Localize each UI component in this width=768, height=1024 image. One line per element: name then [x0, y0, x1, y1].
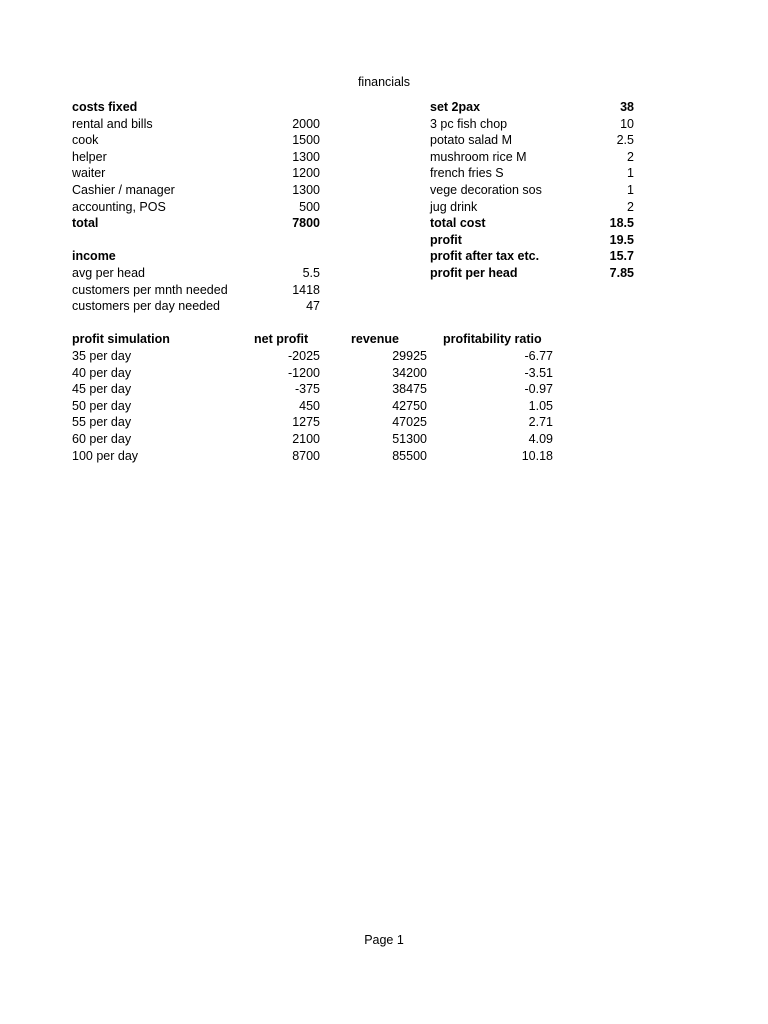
set-item-row: [0, 116, 768, 133]
set-item-label: 3 pc fish chop: [430, 116, 508, 131]
page-number: Page 1: [364, 932, 404, 947]
simulation-revenue: 85500: [392, 448, 427, 463]
simulation-header-ratio: profitability ratio: [443, 332, 542, 347]
set-header-row: [0, 99, 768, 116]
simulation-ratio: 2.71: [528, 415, 553, 430]
page-title: financials: [357, 74, 411, 89]
cost-label: waiter: [72, 166, 106, 181]
set-item-label: jug drink: [430, 199, 478, 214]
set-summary-row: [0, 265, 768, 282]
set-item-label: vege decoration sos: [430, 183, 542, 197]
set-summary-value: 7.85: [609, 266, 634, 280]
set-summary-value: 19.5: [609, 232, 634, 247]
cost-label: accounting, POS: [72, 199, 166, 214]
simulation-scenario: 40 per day: [72, 365, 132, 380]
income-value: 5.5: [302, 266, 320, 280]
set-item-value: 10: [620, 116, 634, 131]
set-item-label: french fries S: [430, 166, 504, 181]
simulation-ratio: 4.09: [528, 432, 553, 446]
set-header-value: 38: [620, 100, 634, 114]
simulation-net-profit: -2025: [288, 349, 320, 363]
income-label: avg per head: [72, 266, 145, 280]
simulation-revenue: 42750: [392, 398, 427, 413]
simulation-net-profit: 450: [299, 398, 320, 413]
set-header-label: set 2pax: [430, 100, 481, 114]
income-row: [0, 282, 768, 299]
simulation-revenue: 29925: [392, 349, 427, 363]
simulation-scenario: 100 per day: [72, 448, 139, 463]
simulation-revenue: 47025: [392, 415, 427, 430]
costs-fixed-header: costs fixed: [72, 100, 138, 114]
cost-label: helper: [72, 149, 107, 164]
simulation-header-net-profit: net profit: [254, 332, 309, 347]
simulation-ratio: -3.51: [524, 365, 553, 380]
table-row: [0, 365, 768, 382]
cost-label: Cashier / manager: [72, 183, 175, 197]
simulation-scenario: 55 per day: [72, 415, 132, 430]
cost-label: cook: [72, 133, 99, 148]
simulation-net-profit: 8700: [292, 448, 320, 463]
cost-value: 2000: [292, 116, 320, 131]
set-summary-row: [0, 248, 768, 265]
set-item-value: 2: [627, 149, 634, 164]
simulation-revenue: 34200: [392, 365, 427, 380]
income-header: income: [72, 249, 116, 264]
set-item-value: 1: [627, 166, 634, 181]
table-row: [0, 348, 768, 365]
table-row: [0, 431, 768, 448]
set-item-row: [0, 199, 768, 216]
income-value: 47: [306, 299, 320, 314]
simulation-ratio: -6.77: [524, 349, 553, 363]
set-item-row: [0, 132, 768, 149]
set-summary-row: [0, 215, 768, 232]
set-item-row: [0, 182, 768, 199]
simulation-net-profit: 2100: [292, 432, 320, 446]
set-summary-label: profit after tax etc.: [430, 249, 540, 264]
simulation-header-revenue: revenue: [351, 332, 399, 347]
simulation-revenue: 51300: [392, 432, 427, 446]
set-item-value: 1: [627, 183, 634, 197]
income-label: customers per mnth needed: [72, 282, 228, 297]
table-row: [0, 414, 768, 431]
simulation-net-profit: -1200: [288, 365, 320, 380]
cost-value: 1300: [292, 149, 320, 164]
simulation-net-profit: 1275: [292, 415, 320, 430]
table-row: [0, 381, 768, 398]
cost-total-value: 7800: [292, 216, 320, 231]
cost-label: rental and bills: [72, 116, 153, 131]
simulation-ratio: -0.97: [524, 382, 553, 397]
cost-value: 500: [299, 199, 320, 214]
simulation-scenario: 60 per day: [72, 432, 132, 446]
set-item-label: potato salad M: [430, 133, 512, 148]
income-row: [0, 298, 768, 315]
simulation-scenario: 35 per day: [72, 349, 132, 363]
table-row: [0, 398, 768, 415]
set-item-row: [0, 165, 768, 182]
simulation-header-scenario: profit simulation: [72, 332, 170, 347]
simulation-ratio: 10.18: [521, 448, 553, 463]
set-summary-value: 18.5: [609, 216, 634, 231]
set-item-value: 2: [627, 199, 634, 214]
income-label: customers per day needed: [72, 299, 221, 314]
simulation-revenue: 38475: [392, 382, 427, 397]
simulation-scenario: 45 per day: [72, 382, 132, 397]
cost-total-label: total: [72, 216, 99, 231]
set-summary-label: profit: [430, 232, 462, 247]
set-summary-label: profit per head: [430, 266, 518, 280]
set-summary-value: 15.7: [609, 249, 634, 264]
set-summary-label: total cost: [430, 216, 486, 231]
set-item-value: 2.5: [616, 133, 634, 148]
cost-value: 1500: [292, 133, 320, 148]
set-item-row: [0, 149, 768, 166]
set-item-label: mushroom rice M: [430, 149, 527, 164]
table-row: [0, 448, 768, 465]
simulation-header-row: [0, 331, 768, 348]
simulation-scenario: 50 per day: [72, 398, 132, 413]
simulation-ratio: 1.05: [528, 398, 553, 413]
simulation-net-profit: -375: [294, 382, 320, 397]
income-value: 1418: [292, 282, 320, 297]
set-summary-row: [0, 232, 768, 249]
cost-value: 1200: [292, 166, 320, 181]
cost-value: 1300: [292, 183, 320, 197]
